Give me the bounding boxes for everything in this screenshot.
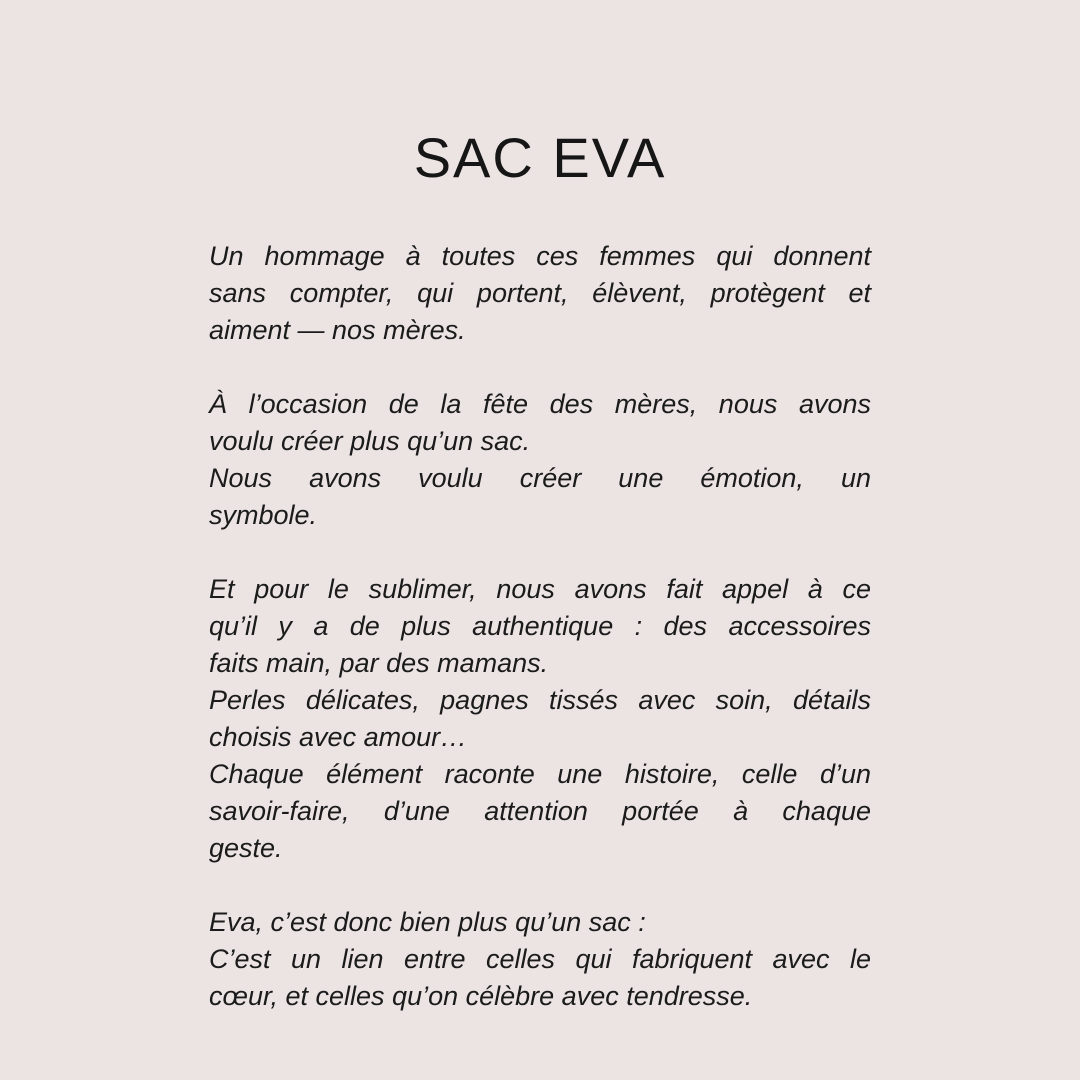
text-line: C’est un lien entre celles qui fabriquent avec le [209, 944, 871, 974]
text-line: choisis avec amour… [209, 722, 468, 752]
text-line: Chaque élément raconte une histoire, celle d’un [209, 759, 871, 789]
text-line: Et pour le sublimer, nous avons fait appel à ce [209, 574, 871, 604]
text-line: Un hommage à toutes ces femmes qui donnent [209, 241, 871, 271]
text-line: sans compter, qui portent, élèvent, protègent et [209, 278, 871, 308]
text-line: Eva, c’est donc bien plus qu’un sac : [209, 907, 646, 937]
page-title: SAC EVA [413, 126, 667, 189]
text-line: voulu créer plus qu’un sac. [209, 426, 531, 456]
text-line: Nous avons voulu créer une émotion, un [209, 463, 871, 493]
text-line: geste. [209, 833, 283, 863]
paragraph-sublimer [209, 571, 871, 867]
text-line: symbole. [209, 500, 318, 530]
paragraph-occasion [209, 386, 871, 534]
body-text [209, 238, 871, 1015]
text-line: faits main, par des mamans. [209, 648, 549, 678]
text-line: cœur, et celles qu’on célèbre avec tendresse. [209, 981, 753, 1011]
text-line: qu’il y a de plus authentique : des accessoires [209, 611, 871, 641]
text-line: Perles délicates, pagnes tissés avec soin, détails [209, 685, 871, 715]
paragraph-hommage [209, 238, 871, 349]
text-line: savoir-faire, d’une attention portée à chaque [209, 796, 871, 826]
text-line: À l’occasion de la fête des mères, nous avons [209, 389, 871, 419]
text-line: aiment — nos mères. [209, 315, 466, 345]
paragraph-conclusion [209, 904, 871, 1015]
